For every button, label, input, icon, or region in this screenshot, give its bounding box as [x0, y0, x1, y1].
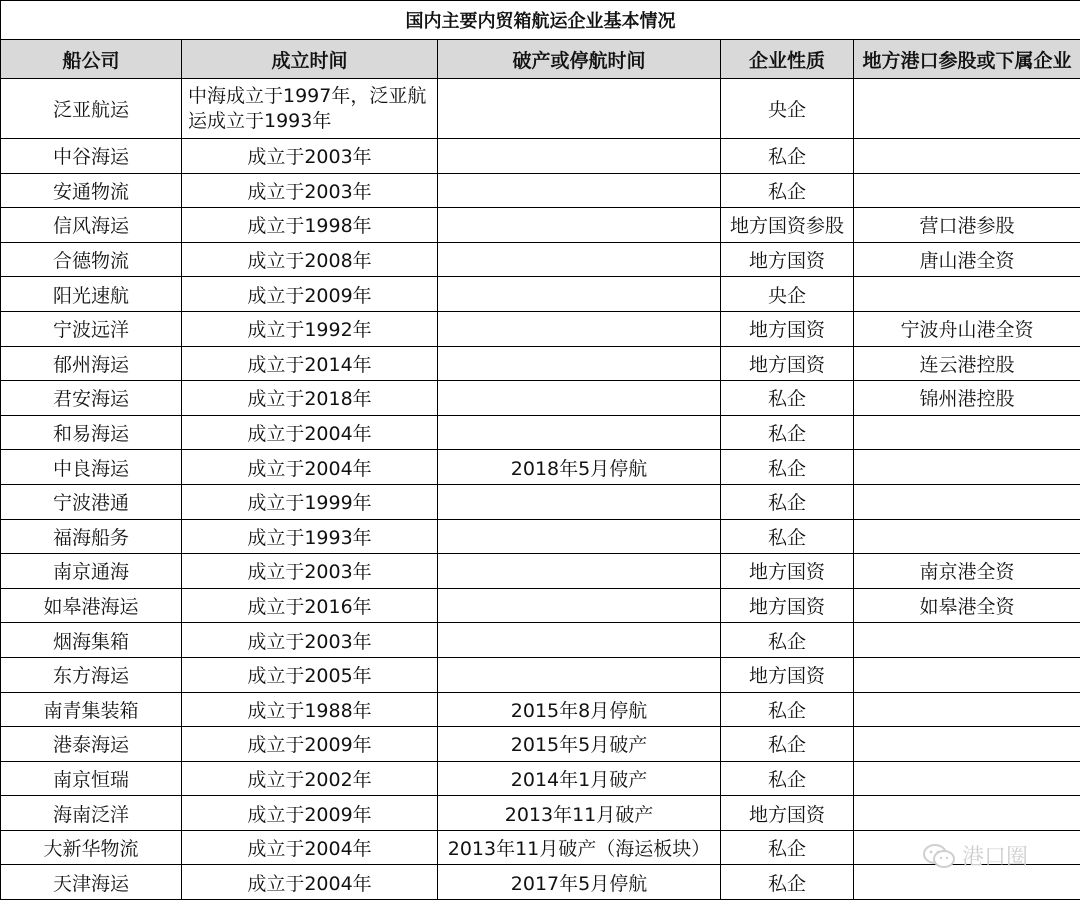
- cell-company: 南青集装箱: [1, 692, 182, 727]
- cell-port-affiliate: 如皋港全资: [854, 588, 1080, 623]
- cell-bankruptcy: 2015年5月破产: [438, 727, 721, 762]
- cell-founded: 成立于1993年: [182, 519, 438, 554]
- cell-company: 南京通海: [1, 554, 182, 589]
- title-row: [1, 1, 1080, 40]
- cell-nature: 地方国资: [721, 796, 854, 831]
- cell-nature: 央企: [721, 277, 854, 312]
- cell-company: 信风海运: [1, 208, 182, 243]
- cell-founded: 成立于2005年: [182, 657, 438, 692]
- cell-bankruptcy: [438, 139, 721, 174]
- cell-founded: 成立于2004年: [182, 830, 438, 865]
- cell-company: 东方海运: [1, 657, 182, 692]
- cell-port-affiliate: 营口港参股: [854, 208, 1080, 243]
- cell-nature: 私企: [721, 173, 854, 208]
- cell-founded: 成立于1988年: [182, 692, 438, 727]
- cell-company: 宁波远洋: [1, 311, 182, 346]
- cell-nature: 地方国资: [721, 554, 854, 589]
- cell-bankruptcy: [438, 208, 721, 243]
- cell-nature: 私企: [721, 692, 854, 727]
- cell-nature: 地方国资: [721, 242, 854, 277]
- cell-port-affiliate: 南京港全资: [854, 554, 1080, 589]
- cell-founded: 成立于2002年: [182, 761, 438, 796]
- header-nature: 企业性质: [721, 40, 854, 79]
- table-row: [1, 450, 1080, 485]
- cell-nature: 私企: [721, 381, 854, 416]
- cell-nature: 地方国资: [721, 588, 854, 623]
- table-row: [1, 796, 1080, 831]
- cell-bankruptcy: [438, 484, 721, 519]
- table-row: [1, 346, 1080, 381]
- table-row: [1, 554, 1080, 589]
- cell-bankruptcy: 2014年1月破产: [438, 761, 721, 796]
- cell-founded: 成立于1999年: [182, 484, 438, 519]
- cell-company: 君安海运: [1, 381, 182, 416]
- table-row: [1, 519, 1080, 554]
- cell-port-affiliate: [854, 623, 1080, 658]
- cell-company: 南京恒瑞: [1, 761, 182, 796]
- table-row: [1, 727, 1080, 762]
- cell-bankruptcy: [438, 277, 721, 312]
- cell-founded: 成立于2003年: [182, 173, 438, 208]
- cell-bankruptcy: [438, 519, 721, 554]
- cell-company: 港泰海运: [1, 727, 182, 762]
- cell-founded: 成立于2004年: [182, 415, 438, 450]
- cell-nature: 私企: [721, 865, 854, 900]
- watermark-text: 港口圈: [962, 845, 1029, 870]
- cell-bankruptcy: [438, 415, 721, 450]
- cell-company: 烟海集箱: [1, 623, 182, 658]
- cell-nature: 地方国资参股: [721, 208, 854, 243]
- cell-port-affiliate: 宁波舟山港全资: [854, 311, 1080, 346]
- cell-founded: 成立于2003年: [182, 554, 438, 589]
- cell-company: 安通物流: [1, 173, 182, 208]
- cell-bankruptcy: [438, 242, 721, 277]
- cell-founded: 成立于2004年: [182, 450, 438, 485]
- cell-founded: 成立于2008年: [182, 242, 438, 277]
- table-row: [1, 623, 1080, 658]
- header-row: [1, 40, 1080, 79]
- cell-bankruptcy: [438, 623, 721, 658]
- cell-port-affiliate: 锦州港控股: [854, 381, 1080, 416]
- cell-bankruptcy: [438, 554, 721, 589]
- cell-nature: 私企: [721, 415, 854, 450]
- cell-port-affiliate: [854, 484, 1080, 519]
- cell-bankruptcy: 2017年5月停航: [438, 865, 721, 900]
- cell-nature: 私企: [721, 623, 854, 658]
- cell-founded: 中海成立于1997年，泛亚航运成立于1993年: [182, 79, 438, 139]
- table-row: [1, 173, 1080, 208]
- cell-nature: 私企: [721, 727, 854, 762]
- cell-nature: 私企: [721, 484, 854, 519]
- cell-bankruptcy: 2015年8月停航: [438, 692, 721, 727]
- cell-bankruptcy: [438, 79, 721, 139]
- cell-founded: 成立于2003年: [182, 139, 438, 174]
- cell-bankruptcy: 2018年5月停航: [438, 450, 721, 485]
- table-row: [1, 692, 1080, 727]
- table-row: [1, 277, 1080, 312]
- table-row: [1, 242, 1080, 277]
- cell-company: 海南泛洋: [1, 796, 182, 831]
- cell-nature: 私企: [721, 139, 854, 174]
- cell-company: 合德物流: [1, 242, 182, 277]
- cell-founded: 成立于2016年: [182, 588, 438, 623]
- cell-company: 郁州海运: [1, 346, 182, 381]
- watermark: [922, 840, 1028, 871]
- table-title: 国内主要内贸箱航运企业基本情况: [1, 1, 1080, 40]
- cell-bankruptcy: [438, 381, 721, 416]
- table-row: [1, 657, 1080, 692]
- cell-company: 中谷海运: [1, 139, 182, 174]
- cell-founded: 成立于1998年: [182, 208, 438, 243]
- cell-company: 泛亚航运: [1, 79, 182, 139]
- cell-nature: 私企: [721, 830, 854, 865]
- cell-port-affiliate: 唐山港全资: [854, 242, 1080, 277]
- cell-bankruptcy: [438, 173, 721, 208]
- table-row: [1, 415, 1080, 450]
- cell-bankruptcy: [438, 346, 721, 381]
- cell-port-affiliate: [854, 415, 1080, 450]
- cell-nature: 地方国资: [721, 346, 854, 381]
- cell-nature: 私企: [721, 761, 854, 796]
- header-bankruptcy: 破产或停航时间: [438, 40, 721, 79]
- cell-founded: 成立于2009年: [182, 796, 438, 831]
- cell-bankruptcy: 2013年11月破产（海运板块）: [438, 830, 721, 865]
- cell-port-affiliate: [854, 657, 1080, 692]
- cell-port-affiliate: [854, 139, 1080, 174]
- cell-founded: 成立于1992年: [182, 311, 438, 346]
- cell-bankruptcy: [438, 657, 721, 692]
- header-founded: 成立时间: [182, 40, 438, 79]
- table-row: [1, 79, 1080, 139]
- table-row: [1, 208, 1080, 243]
- cell-company: 大新华物流: [1, 830, 182, 865]
- cell-port-affiliate: [854, 277, 1080, 312]
- table-row: [1, 381, 1080, 416]
- table-row: [1, 588, 1080, 623]
- cell-company: 福海船务: [1, 519, 182, 554]
- cell-company: 中良海运: [1, 450, 182, 485]
- header-port-affiliate: 地方港口参股或下属企业: [854, 40, 1080, 79]
- cell-company: 如皋港海运: [1, 588, 182, 623]
- cell-port-affiliate: 连云港控股: [854, 346, 1080, 381]
- cell-nature: 地方国资: [721, 657, 854, 692]
- cell-founded: 成立于2014年: [182, 346, 438, 381]
- cell-company: 宁波港通: [1, 484, 182, 519]
- cell-port-affiliate: [854, 761, 1080, 796]
- table-row: [1, 139, 1080, 174]
- table-row: [1, 484, 1080, 519]
- cell-company: 和易海运: [1, 415, 182, 450]
- cell-bankruptcy: 2013年11月破产: [438, 796, 721, 831]
- cell-company: 阳光速航: [1, 277, 182, 312]
- cell-port-affiliate: [854, 79, 1080, 139]
- wechat-icon: [922, 843, 956, 869]
- header-company: 船公司: [1, 40, 182, 79]
- cell-founded: 成立于2003年: [182, 623, 438, 658]
- cell-nature: 地方国资: [721, 311, 854, 346]
- table-row: [1, 761, 1080, 796]
- cell-bankruptcy: [438, 588, 721, 623]
- cell-port-affiliate: [854, 173, 1080, 208]
- table-row: [1, 830, 1080, 865]
- cell-port-affiliate: [854, 450, 1080, 485]
- cell-nature: 私企: [721, 450, 854, 485]
- cell-company: 天津海运: [1, 865, 182, 900]
- cell-nature: 私企: [721, 519, 854, 554]
- table-row: [1, 865, 1080, 900]
- cell-founded: 成立于2009年: [182, 727, 438, 762]
- cell-founded: 成立于2004年: [182, 865, 438, 900]
- cell-nature: 央企: [721, 79, 854, 139]
- cell-port-affiliate: [854, 519, 1080, 554]
- cell-port-affiliate: [854, 796, 1080, 831]
- cell-port-affiliate: [854, 692, 1080, 727]
- cell-port-affiliate: [854, 727, 1080, 762]
- table-row: [1, 311, 1080, 346]
- cell-founded: 成立于2009年: [182, 277, 438, 312]
- cell-bankruptcy: [438, 311, 721, 346]
- cell-founded: 成立于2018年: [182, 381, 438, 416]
